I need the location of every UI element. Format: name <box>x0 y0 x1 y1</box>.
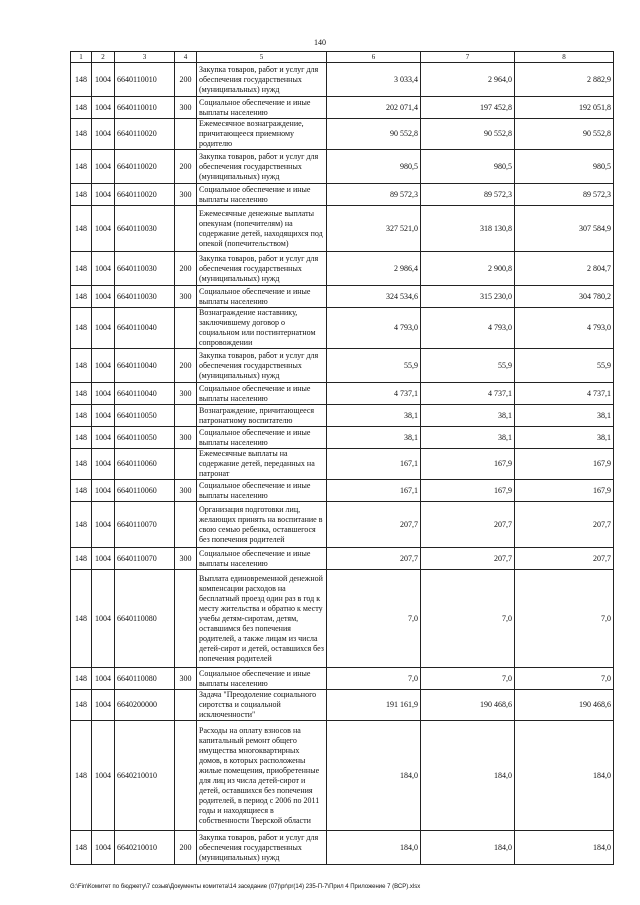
amount-year2-cell: 980,5 <box>421 150 515 184</box>
amount-year1-cell: 38,1 <box>327 405 421 427</box>
description-cell: Расходы на оплату взносов на капитальный ремонт общего имущества многоквартирных домов, в которых расположены жилые помещения, приобретенные для лиц из числа детей-сирот и детей, оставшихся без попечения родителей, в период с 2006 по 2011 годы и находящиеся в собственности Тверской области <box>197 721 327 831</box>
amount-year1-cell: 184,0 <box>327 831 421 865</box>
target-article-cell: 6640110030 <box>115 286 175 308</box>
expense-type-cell: 200 <box>175 349 197 383</box>
chapter-code-cell: 148 <box>71 206 92 252</box>
description-cell: Выплата единовременной денежной компенсации расходов на бесплатный проезд один раз в год к месту жительства и обратно к месту учебы детям-сиротам, детям, оставшимся без попечения родителей, а также лицам из числа детей-сирот и детей, оставшихся без попечения родителей <box>197 570 327 668</box>
target-article-cell: 6640210010 <box>115 831 175 865</box>
amount-year1-cell: 38,1 <box>327 427 421 449</box>
chapter-code-cell: 148 <box>71 308 92 349</box>
chapter-code-cell: 148 <box>71 349 92 383</box>
table-row <box>71 668 614 690</box>
expense-type-cell: 300 <box>175 548 197 570</box>
amount-year2-cell: 184,0 <box>421 831 515 865</box>
amount-year3-cell: 167,9 <box>515 480 614 502</box>
amount-year1-cell: 7,0 <box>327 668 421 690</box>
section-code-cell: 1004 <box>92 721 115 831</box>
amount-year3-cell: 184,0 <box>515 831 614 865</box>
amount-year3-cell: 4 737,1 <box>515 383 614 405</box>
amount-year3-cell: 304 780,2 <box>515 286 614 308</box>
table-row <box>71 184 614 206</box>
description-cell: Закупка товаров, работ и услуг для обеспечения государственных (муниципальных) нужд <box>197 831 327 865</box>
amount-year1-cell: 89 572,3 <box>327 184 421 206</box>
chapter-code-cell: 148 <box>71 690 92 721</box>
section-code-cell: 1004 <box>92 548 115 570</box>
section-code-cell: 1004 <box>92 449 115 480</box>
table-row <box>71 690 614 721</box>
expense-type-cell <box>175 570 197 668</box>
expense-type-cell: 300 <box>175 286 197 308</box>
amount-year2-cell: 167,9 <box>421 449 515 480</box>
amount-year1-cell: 90 552,8 <box>327 119 421 150</box>
amount-year2-cell: 2 900,8 <box>421 252 515 286</box>
table-row <box>71 150 614 184</box>
description-cell: Социальное обеспечение и иные выплаты населению <box>197 383 327 405</box>
chapter-code-cell: 148 <box>71 405 92 427</box>
expense-type-cell <box>175 206 197 252</box>
target-article-cell: 6640110060 <box>115 480 175 502</box>
target-article-cell: 6640110010 <box>115 97 175 119</box>
amount-year3-cell: 90 552,8 <box>515 119 614 150</box>
description-cell: Закупка товаров, работ и услуг для обеспечения государственных (муниципальных) нужд <box>197 349 327 383</box>
chapter-code-cell: 148 <box>71 668 92 690</box>
amount-year2-cell: 197 452,8 <box>421 97 515 119</box>
target-article-cell: 6640110080 <box>115 570 175 668</box>
description-cell: Социальное обеспечение и иные выплаты населению <box>197 184 327 206</box>
table-row <box>71 97 614 119</box>
amount-year1-cell: 191 161,9 <box>327 690 421 721</box>
column-header: 7 <box>421 52 515 63</box>
table-row <box>71 405 614 427</box>
section-code-cell: 1004 <box>92 480 115 502</box>
description-cell: Социальное обеспечение и иные выплаты населению <box>197 548 327 570</box>
amount-year3-cell: 7,0 <box>515 668 614 690</box>
chapter-code-cell: 148 <box>71 548 92 570</box>
table-row <box>71 252 614 286</box>
description-cell: Социальное обеспечение и иные выплаты населению <box>197 97 327 119</box>
expense-type-cell <box>175 690 197 721</box>
chapter-code-cell: 148 <box>71 721 92 831</box>
expense-type-cell <box>175 405 197 427</box>
target-article-cell: 6640110040 <box>115 383 175 405</box>
target-article-cell: 6640110050 <box>115 405 175 427</box>
target-article-cell: 6640110040 <box>115 308 175 349</box>
table-row <box>71 383 614 405</box>
amount-year3-cell: 980,5 <box>515 150 614 184</box>
target-article-cell: 6640200000 <box>115 690 175 721</box>
table-row <box>71 63 614 97</box>
table-row <box>71 206 614 252</box>
amount-year1-cell: 2 986,4 <box>327 252 421 286</box>
description-cell: Закупка товаров, работ и услуг для обеспечения государственных (муниципальных) нужд <box>197 150 327 184</box>
target-article-cell: 6640110080 <box>115 668 175 690</box>
table-row <box>71 449 614 480</box>
description-cell: Ежемесячные денежные выплаты опекунам (попечителям) на содержание детей, находящихся под опекой (попечительством) <box>197 206 327 252</box>
section-code-cell: 1004 <box>92 97 115 119</box>
chapter-code-cell: 148 <box>71 63 92 97</box>
description-cell: Организация подготовки лиц, желающих принять на воспитание в свою семью ребенка, оставшегося без попечения родителей <box>197 502 327 548</box>
target-article-cell: 6640110070 <box>115 548 175 570</box>
description-cell: Социальное обеспечение и иные выплаты населению <box>197 286 327 308</box>
table-row <box>71 308 614 349</box>
amount-year3-cell: 89 572,3 <box>515 184 614 206</box>
amount-year2-cell: 4 737,1 <box>421 383 515 405</box>
section-code-cell: 1004 <box>92 383 115 405</box>
column-header: 2 <box>92 52 115 63</box>
expense-type-cell <box>175 449 197 480</box>
budget-table <box>70 51 614 865</box>
table-body <box>71 63 614 865</box>
target-article-cell: 6640210010 <box>115 721 175 831</box>
expense-type-cell: 300 <box>175 668 197 690</box>
amount-year2-cell: 90 552,8 <box>421 119 515 150</box>
chapter-code-cell: 148 <box>71 150 92 184</box>
table-row <box>71 502 614 548</box>
amount-year1-cell: 7,0 <box>327 570 421 668</box>
section-code-cell: 1004 <box>92 252 115 286</box>
amount-year1-cell: 207,7 <box>327 548 421 570</box>
amount-year2-cell: 184,0 <box>421 721 515 831</box>
chapter-code-cell: 148 <box>71 449 92 480</box>
amount-year2-cell: 2 964,0 <box>421 63 515 97</box>
column-number-header <box>71 52 614 63</box>
chapter-code-cell: 148 <box>71 480 92 502</box>
expense-type-cell <box>175 502 197 548</box>
table-row <box>71 349 614 383</box>
amount-year3-cell: 184,0 <box>515 721 614 831</box>
target-article-cell: 6640110010 <box>115 63 175 97</box>
target-article-cell: 6640110020 <box>115 150 175 184</box>
expense-type-cell: 200 <box>175 63 197 97</box>
section-code-cell: 1004 <box>92 427 115 449</box>
amount-year2-cell: 318 130,8 <box>421 206 515 252</box>
target-article-cell: 6640110060 <box>115 449 175 480</box>
expense-type-cell: 300 <box>175 383 197 405</box>
section-code-cell: 1004 <box>92 502 115 548</box>
section-code-cell: 1004 <box>92 690 115 721</box>
amount-year2-cell: 315 230,0 <box>421 286 515 308</box>
section-code-cell: 1004 <box>92 119 115 150</box>
section-code-cell: 1004 <box>92 405 115 427</box>
target-article-cell: 6640110020 <box>115 184 175 206</box>
description-cell: Закупка товаров, работ и услуг для обеспечения государственных (муниципальных) нужд <box>197 63 327 97</box>
amount-year3-cell: 7,0 <box>515 570 614 668</box>
expense-type-cell <box>175 721 197 831</box>
chapter-code-cell: 148 <box>71 252 92 286</box>
chapter-code-cell: 148 <box>71 97 92 119</box>
expense-type-cell: 300 <box>175 427 197 449</box>
amount-year1-cell: 3 033,4 <box>327 63 421 97</box>
table-row <box>71 427 614 449</box>
section-code-cell: 1004 <box>92 184 115 206</box>
column-header: 3 <box>115 52 175 63</box>
section-code-cell: 1004 <box>92 349 115 383</box>
target-article-cell: 6640110020 <box>115 119 175 150</box>
expense-type-cell <box>175 119 197 150</box>
amount-year2-cell: 7,0 <box>421 570 515 668</box>
column-header: 1 <box>71 52 92 63</box>
expense-type-cell <box>175 308 197 349</box>
amount-year1-cell: 167,1 <box>327 480 421 502</box>
amount-year3-cell: 2 804,7 <box>515 252 614 286</box>
amount-year1-cell: 4 793,0 <box>327 308 421 349</box>
file-path-footer: G:\Fin\Комитет по бюджету\7 созыв\Документы комитета\14 заседание (07)\pr\pr(14) 235-П-7\Прил 4 Приложение 7 (ВСР).xlsx <box>70 884 421 890</box>
amount-year3-cell: 207,7 <box>515 548 614 570</box>
table-row <box>71 548 614 570</box>
amount-year1-cell: 324 534,6 <box>327 286 421 308</box>
amount-year3-cell: 38,1 <box>515 427 614 449</box>
chapter-code-cell: 148 <box>71 502 92 548</box>
expense-type-cell: 300 <box>175 97 197 119</box>
section-code-cell: 1004 <box>92 63 115 97</box>
amount-year1-cell: 184,0 <box>327 721 421 831</box>
amount-year2-cell: 167,9 <box>421 480 515 502</box>
chapter-code-cell: 148 <box>71 831 92 865</box>
amount-year1-cell: 4 737,1 <box>327 383 421 405</box>
column-header: 4 <box>175 52 197 63</box>
column-header: 6 <box>327 52 421 63</box>
description-cell: Социальное обеспечение и иные выплаты населению <box>197 668 327 690</box>
amount-year1-cell: 202 071,4 <box>327 97 421 119</box>
target-article-cell: 6640110070 <box>115 502 175 548</box>
description-cell: Задача "Преодоление социального сиротства и социальной исключенности" <box>197 690 327 721</box>
expense-type-cell: 300 <box>175 480 197 502</box>
amount-year1-cell: 207,7 <box>327 502 421 548</box>
description-cell: Социальное обеспечение и иные выплаты населению <box>197 427 327 449</box>
amount-year1-cell: 55,9 <box>327 349 421 383</box>
section-code-cell: 1004 <box>92 150 115 184</box>
amount-year2-cell: 190 468,6 <box>421 690 515 721</box>
section-code-cell: 1004 <box>92 570 115 668</box>
table-row <box>71 119 614 150</box>
amount-year1-cell: 327 521,0 <box>327 206 421 252</box>
section-code-cell: 1004 <box>92 831 115 865</box>
target-article-cell: 6640110050 <box>115 427 175 449</box>
target-article-cell: 6640110030 <box>115 252 175 286</box>
amount-year2-cell: 38,1 <box>421 405 515 427</box>
chapter-code-cell: 148 <box>71 427 92 449</box>
amount-year3-cell: 190 468,6 <box>515 690 614 721</box>
amount-year3-cell: 167,9 <box>515 449 614 480</box>
amount-year2-cell: 207,7 <box>421 502 515 548</box>
target-article-cell: 6640110040 <box>115 349 175 383</box>
amount-year3-cell: 4 793,0 <box>515 308 614 349</box>
expense-type-cell: 300 <box>175 184 197 206</box>
page-number: 140 <box>314 38 326 47</box>
amount-year3-cell: 2 882,9 <box>515 63 614 97</box>
table-row <box>71 831 614 865</box>
amount-year3-cell: 307 584,9 <box>515 206 614 252</box>
section-code-cell: 1004 <box>92 206 115 252</box>
amount-year1-cell: 167,1 <box>327 449 421 480</box>
target-article-cell: 6640110030 <box>115 206 175 252</box>
amount-year2-cell: 4 793,0 <box>421 308 515 349</box>
amount-year2-cell: 38,1 <box>421 427 515 449</box>
chapter-code-cell: 148 <box>71 570 92 668</box>
table-row <box>71 480 614 502</box>
description-cell: Закупка товаров, работ и услуг для обеспечения государственных (муниципальных) нужд <box>197 252 327 286</box>
column-header: 8 <box>515 52 614 63</box>
description-cell: Ежемесячное вознаграждение, причитающееся приемному родителю <box>197 119 327 150</box>
amount-year2-cell: 207,7 <box>421 548 515 570</box>
description-cell: Вознаграждение наставнику, заключившему договор о социальном или постинтернатном сопровождении <box>197 308 327 349</box>
section-code-cell: 1004 <box>92 668 115 690</box>
amount-year3-cell: 192 051,8 <box>515 97 614 119</box>
description-cell: Вознаграждение, причитающееся патронатному воспитателю <box>197 405 327 427</box>
amount-year2-cell: 89 572,3 <box>421 184 515 206</box>
column-header: 5 <box>197 52 327 63</box>
chapter-code-cell: 148 <box>71 286 92 308</box>
chapter-code-cell: 148 <box>71 184 92 206</box>
expense-type-cell: 200 <box>175 831 197 865</box>
chapter-code-cell: 148 <box>71 383 92 405</box>
table-row <box>71 721 614 831</box>
amount-year3-cell: 55,9 <box>515 349 614 383</box>
amount-year1-cell: 980,5 <box>327 150 421 184</box>
section-code-cell: 1004 <box>92 286 115 308</box>
table-row <box>71 286 614 308</box>
table-row <box>71 570 614 668</box>
amount-year2-cell: 55,9 <box>421 349 515 383</box>
description-cell: Ежемесячные выплаты на содержание детей, переданных на патронат <box>197 449 327 480</box>
chapter-code-cell: 148 <box>71 119 92 150</box>
expense-type-cell: 200 <box>175 150 197 184</box>
amount-year2-cell: 7,0 <box>421 668 515 690</box>
amount-year3-cell: 38,1 <box>515 405 614 427</box>
amount-year3-cell: 207,7 <box>515 502 614 548</box>
description-cell: Социальное обеспечение и иные выплаты населению <box>197 480 327 502</box>
expense-type-cell: 200 <box>175 252 197 286</box>
section-code-cell: 1004 <box>92 308 115 349</box>
